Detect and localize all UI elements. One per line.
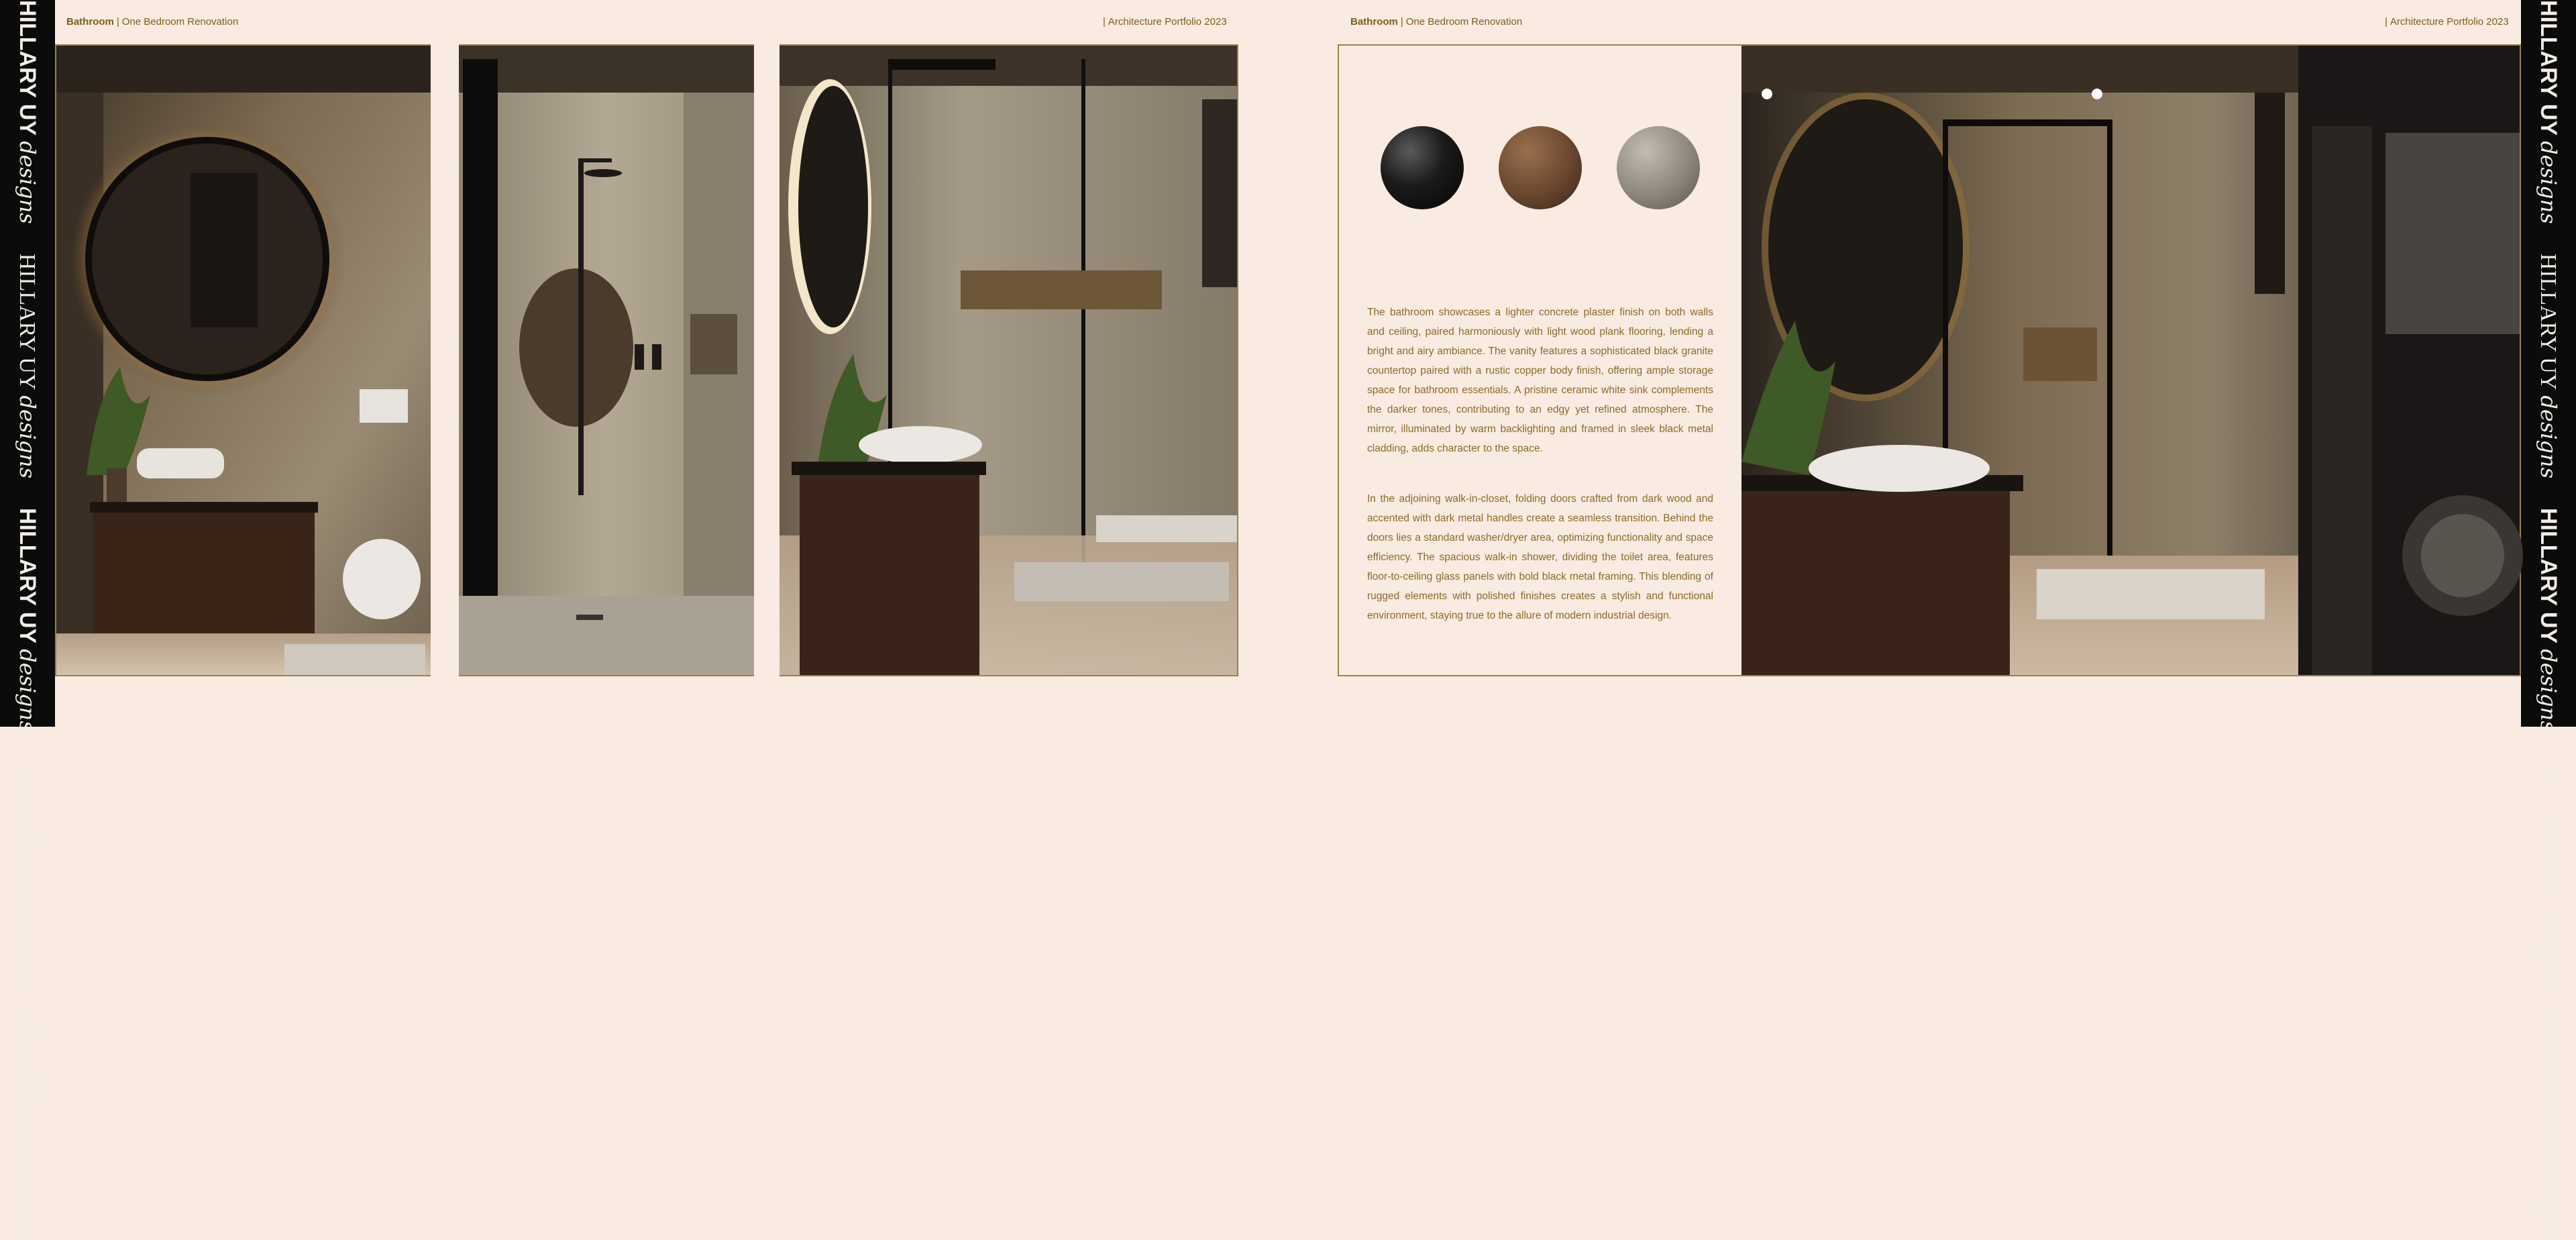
material-swatch-black-granite [1381,126,1464,209]
project-label: One Bedroom Renovation [1405,16,1523,28]
left-page-breadcrumb: Bathroom | One Bedroom Renovation [66,16,239,28]
left-page-portfolio: | Architecture Portfolio 2023 [1103,16,1227,28]
bathroom-overview-image [780,46,1237,675]
brand-strip-text: HILLARY UYdesigns HILLARY UYdesigns HILLARY UYdesigns HILLARY UYdesigns HILLARY UYdesigns [2536,0,2562,1240]
brand-strip-right [2521,0,2576,1240]
project-label: One Bedroom Renovation [121,16,239,28]
description-paragraph-2: In the adjoining walk-in-closet, folding doors crafted from dark wood and accented with dark metal handles create a seamless transition. Behind the doors lies a standard washer/dryer area, optimizing functionality and space efficiency. The spacious walk-in shower, dividing the toilet area, features floor-to-ceiling glass panels with bold black metal framing. This blending of rugged elements with polished finishes creates a stylish and functional environment, staying true to the allure of modern industrial design. [1367,493,1713,621]
bathroom-closet-render-image [1741,46,2520,675]
material-swatch-wood [1499,126,1582,209]
image-gap [754,44,780,676]
brand-strip-left [0,0,55,1240]
section-label: Bathroom [66,16,114,28]
description-panel [1339,46,1741,675]
shower-render-image [459,46,754,675]
right-page-breadcrumb: Bathroom | One Bedroom Renovation [1350,16,1523,28]
section-label: Bathroom [1350,16,1398,28]
image-gap [431,44,459,676]
brand-strip-text: HILLARY UYdesigns HILLARY UYdesigns HILLARY UYdesigns HILLARY UYdesigns HILLARY UYdesigns [15,0,41,1240]
description-paragraph-1: The bathroom showcases a lighter concrete plaster finish on both walls and ceiling, paired harmoniously with light wood plank flooring, lending a bright and airy ambiance. The vanity features a sophisticated black granite countertop paired with a rustic copper body finish, offering ample storage space for bathroom essentials. A pristine ceramic white sink complements the darker tones, contributing to an edgy yet refined atmosphere. The mirror, illuminated by warm backlighting and framed in sleek black metal cladding, adds character to the space. [1367,307,1713,454]
material-swatch-concrete [1617,126,1700,209]
vanity-render-image [56,46,431,675]
right-page-portfolio: | Architecture Portfolio 2023 [2385,16,2509,28]
